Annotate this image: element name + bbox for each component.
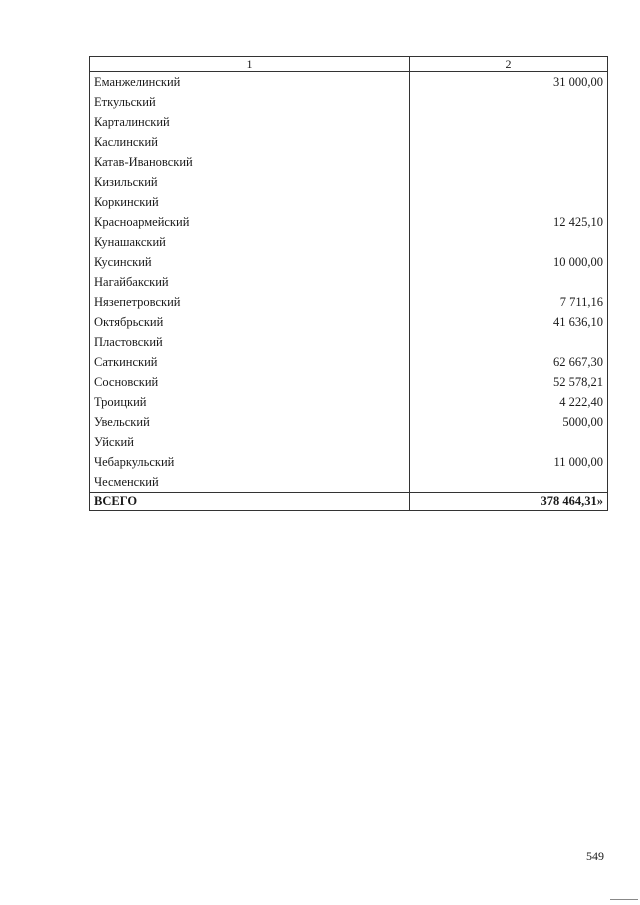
district-name: Кусинский bbox=[90, 252, 410, 272]
table-row bbox=[90, 72, 608, 93]
table-row bbox=[90, 252, 608, 272]
district-name: Чебаркульский bbox=[90, 452, 410, 472]
table-row bbox=[90, 152, 608, 172]
district-name: Чесменский bbox=[90, 472, 410, 493]
table-row bbox=[90, 452, 608, 472]
column-header-1: 1 bbox=[90, 57, 410, 72]
table-row bbox=[90, 272, 608, 292]
table-row bbox=[90, 472, 608, 493]
table-row bbox=[90, 212, 608, 232]
district-name: Нагайбакский bbox=[90, 272, 410, 292]
table-row bbox=[90, 192, 608, 212]
column-header-2: 2 bbox=[410, 57, 608, 72]
district-value: 41 636,10 bbox=[410, 312, 608, 332]
district-value bbox=[410, 332, 608, 352]
district-name: Увельский bbox=[90, 412, 410, 432]
district-name: Еманжелинский bbox=[90, 72, 410, 93]
district-value: 52 578,21 bbox=[410, 372, 608, 392]
district-value bbox=[410, 232, 608, 252]
table-row bbox=[90, 232, 608, 252]
district-value bbox=[410, 472, 608, 493]
table-row bbox=[90, 312, 608, 332]
district-name: Катав-Ивановский bbox=[90, 152, 410, 172]
district-value bbox=[410, 112, 608, 132]
district-value bbox=[410, 152, 608, 172]
table-row bbox=[90, 392, 608, 412]
district-value bbox=[410, 172, 608, 192]
district-name: Кунашакский bbox=[90, 232, 410, 252]
total-label: ВСЕГО bbox=[90, 493, 410, 511]
district-value: 5000,00 bbox=[410, 412, 608, 432]
table-row bbox=[90, 292, 608, 312]
district-value bbox=[410, 132, 608, 152]
table-row bbox=[90, 352, 608, 372]
table-row bbox=[90, 92, 608, 112]
district-name: Нязепетровский bbox=[90, 292, 410, 312]
table-row bbox=[90, 372, 608, 392]
table-row bbox=[90, 112, 608, 132]
table-header-row bbox=[90, 57, 608, 72]
table-row bbox=[90, 172, 608, 192]
district-name: Каслинский bbox=[90, 132, 410, 152]
district-name: Саткинский bbox=[90, 352, 410, 372]
district-name: Кизильский bbox=[90, 172, 410, 192]
district-name: Красноармейский bbox=[90, 212, 410, 232]
district-value bbox=[410, 192, 608, 212]
district-value bbox=[410, 432, 608, 452]
district-value bbox=[410, 272, 608, 292]
total-value: 378 464,31» bbox=[410, 493, 608, 511]
data-table bbox=[89, 56, 608, 511]
district-name: Октябрьский bbox=[90, 312, 410, 332]
district-value: 62 667,30 bbox=[410, 352, 608, 372]
district-value: 12 425,10 bbox=[410, 212, 608, 232]
page-number: 549 bbox=[586, 849, 604, 863]
district-value bbox=[410, 92, 608, 112]
table-row bbox=[90, 432, 608, 452]
table-row bbox=[90, 132, 608, 152]
district-value: 7 711,16 bbox=[410, 292, 608, 312]
district-name: Троицкий bbox=[90, 392, 410, 412]
district-name: Сосновский bbox=[90, 372, 410, 392]
scan-edge-mark bbox=[610, 899, 638, 900]
district-name: Карталинский bbox=[90, 112, 410, 132]
district-value: 4 222,40 bbox=[410, 392, 608, 412]
district-value: 31 000,00 bbox=[410, 72, 608, 93]
table-row bbox=[90, 332, 608, 352]
district-value: 11 000,00 bbox=[410, 452, 608, 472]
district-name: Еткульский bbox=[90, 92, 410, 112]
district-name: Коркинский bbox=[90, 192, 410, 212]
district-name: Уйский bbox=[90, 432, 410, 452]
table-row bbox=[90, 412, 608, 432]
district-value: 10 000,00 bbox=[410, 252, 608, 272]
district-name: Пластовский bbox=[90, 332, 410, 352]
total-row bbox=[90, 493, 608, 511]
